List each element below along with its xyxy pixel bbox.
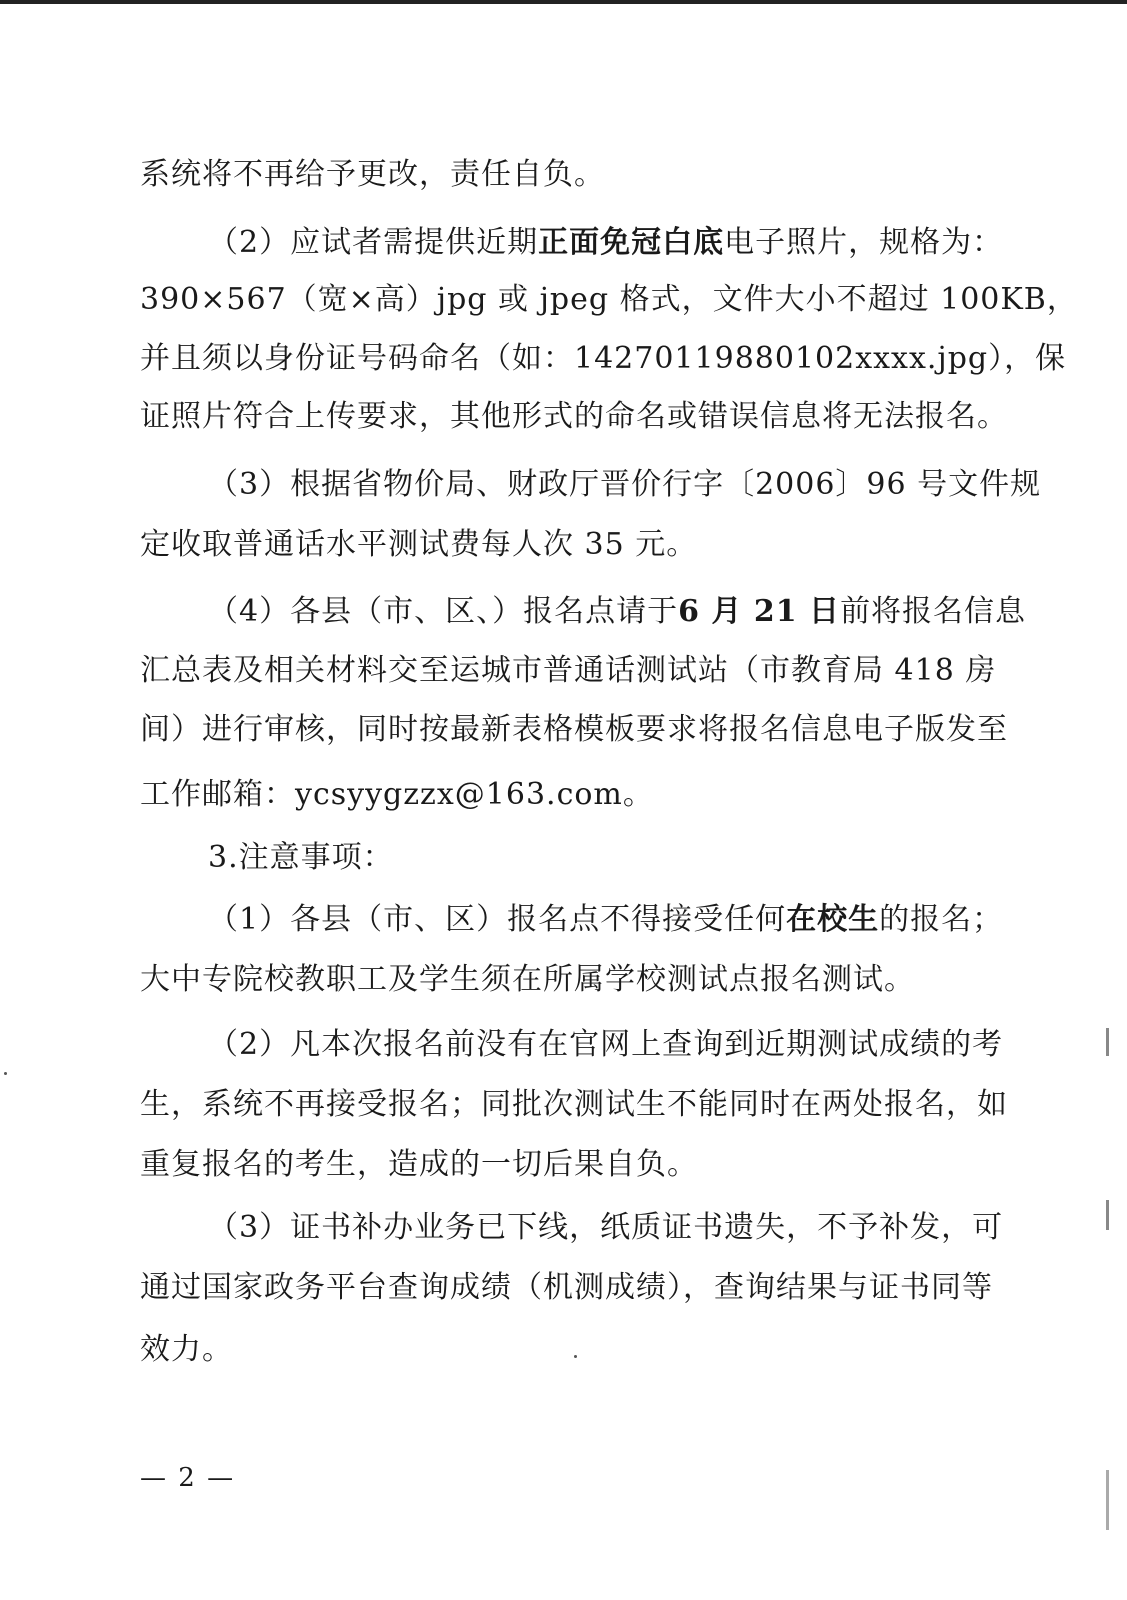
paragraph-line: 定收取普通话水平测试费每人次 35 元。 <box>140 527 698 562</box>
paragraph-line: 并且须以身份证号码命名（如：14270119880102xxxx.jpg），保 <box>140 341 1067 376</box>
paragraph-line: 证照片符合上传要求，其他形式的命名或错误信息将无法报名。 <box>140 399 1008 434</box>
paragraph-line: （1）各县（市、区）报名点不得接受任何在校生的报名； <box>208 902 1004 937</box>
paragraph-line: （3）证书补办业务已下线，纸质证书遗失，不予补发，可 <box>208 1210 1004 1245</box>
paragraph-line: 生，系统不再接受报名；同批次测试生不能同时在两处报名，如 <box>140 1087 1008 1122</box>
paragraph-line: 390×567（宽×高）jpg 或 jpeg 格式，文件大小不超过 100KB， <box>140 282 1078 317</box>
page-number: — 2 — <box>140 1463 236 1493</box>
paragraph-line: 工作邮箱：ycsyygzzx@163.com。 <box>140 777 654 812</box>
paragraph-line: 系统将不再给予更改，责任自负。 <box>140 157 605 192</box>
top-border-line <box>0 0 1127 4</box>
paragraph-line: 重复报名的考生，造成的一切后果自负。 <box>140 1147 698 1182</box>
section-heading: 3.注意事项： <box>208 840 394 875</box>
paragraph-line: 间）进行审核，同时按最新表格模板要求将报名信息电子版发至 <box>140 712 1008 747</box>
paragraph-line: （2）凡本次报名前没有在官网上查询到近期测试成绩的考 <box>208 1027 1004 1062</box>
bold-emphasis: 正面免冠白底 <box>538 225 725 260</box>
scan-speck <box>574 1355 577 1358</box>
paragraph-line: （4）各县（市、区、）报名点请于6 月 21 日前将报名信息 <box>208 594 1027 629</box>
paragraph-line: （3）根据省物价局、财政厅晋价行字〔2006〕96 号文件规 <box>208 467 1042 502</box>
scan-speck <box>4 1072 7 1075</box>
scan-margin-mark <box>1106 1200 1109 1230</box>
paragraph-line: 大中专院校教职工及学生须在所属学校测试点报名测试。 <box>140 962 915 997</box>
paragraph-line: （2）应试者需提供近期正面免冠白底电子照片，规格为： <box>208 225 1004 260</box>
scan-margin-mark <box>1106 1028 1109 1056</box>
bold-emphasis: 6 月 21 日 <box>678 594 841 629</box>
paragraph-line: 通过国家政务平台查询成绩（机测成绩），查询结果与证书同等 <box>140 1270 993 1305</box>
scan-margin-mark <box>1106 1470 1109 1530</box>
paragraph-line: 效力。 <box>140 1332 233 1367</box>
paragraph-line: 汇总表及相关材料交至运城市普通话测试站（市教育局 418 房 <box>140 653 997 688</box>
bold-emphasis: 在校生 <box>786 902 880 937</box>
